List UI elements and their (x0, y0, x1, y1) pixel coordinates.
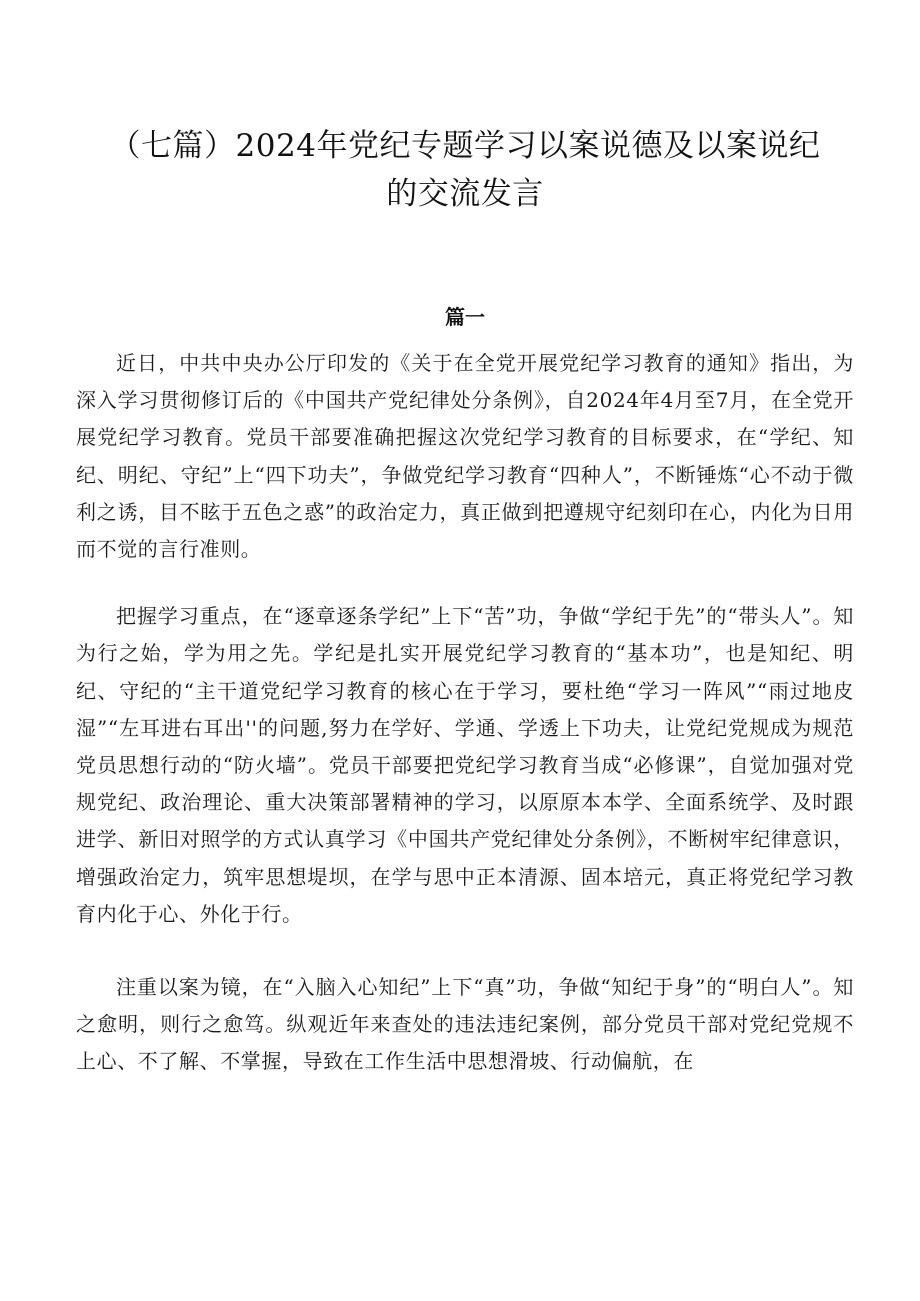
title-line-1: （七篇）2024年党纪专题学习以案说德及以案说纪 (109, 128, 821, 164)
body-paragraph-2: 把握学习重点，在“逐章逐条学纪”上下“苦”功，争做“学纪于先”的“带头人”。知为行之始，学为用之先。学纪是扎实开展党纪学习教育的“基本功”，也是知纪、明纪、守纪的“主干道党纪学习教育的核心在于学习，要杜绝“学习一阵风”“雨过地皮湿”“左耳进右耳出''的问题,努力在学好、学通、学透上下功夫，让党纪党规成为规范党员思想行动的“防火墙”。党员干部要把党纪学习教育当成“必修课”，自觉加强对党规党纪、政治理论、重大决策部署精神的学习，以原原本本学、全面系统学、及时跟进学、新旧对照学的方式认真学习《中国共产党纪律处分条例》，不断树牢纪律意识，增强政治定力，筑牢思想堤坝，在学与思中正本清源、固本培元，真正将党纪学习教育内化于心、外化于行。 (76, 604, 854, 926)
document-title (76, 122, 854, 218)
title-line-2: 的交流发言 (386, 176, 544, 212)
body-paragraph-3: 注重以案为镜，在“入脑入心知纪”上下“真”功，争做“知纪于身”的“明白人”。知之愈明，则行之愈笃。纵观近年来查处的违法违纪案例，部分党员干部对党纪党规不上心、不了解、不掌握，导致在工作生活中思想滑坡、行动偏航，在 (76, 975, 854, 1074)
body-paragraph-1: 近日，中共中央办公厅印发的《关于在全党开展党纪学习教育的通知》指出，为深入学习贯彻修订后的《中国共产党纪律处分条例》，自2024年4月至7月，在全党开展党纪学习教育。党员干部要准确把握这次党纪学习教育的目标要求，在“学纪、知纪、明纪、守纪”上“四下功夫”，争做党纪学习教育“四种人”，不断锤炼“心不动于微利之诱，目不眩于五色之惑”的政治定力，真正做到把遵规守纪刻印在心，内化为日用而不觉的言行准则。 (76, 351, 854, 562)
section-heading: 篇一 (445, 305, 485, 329)
